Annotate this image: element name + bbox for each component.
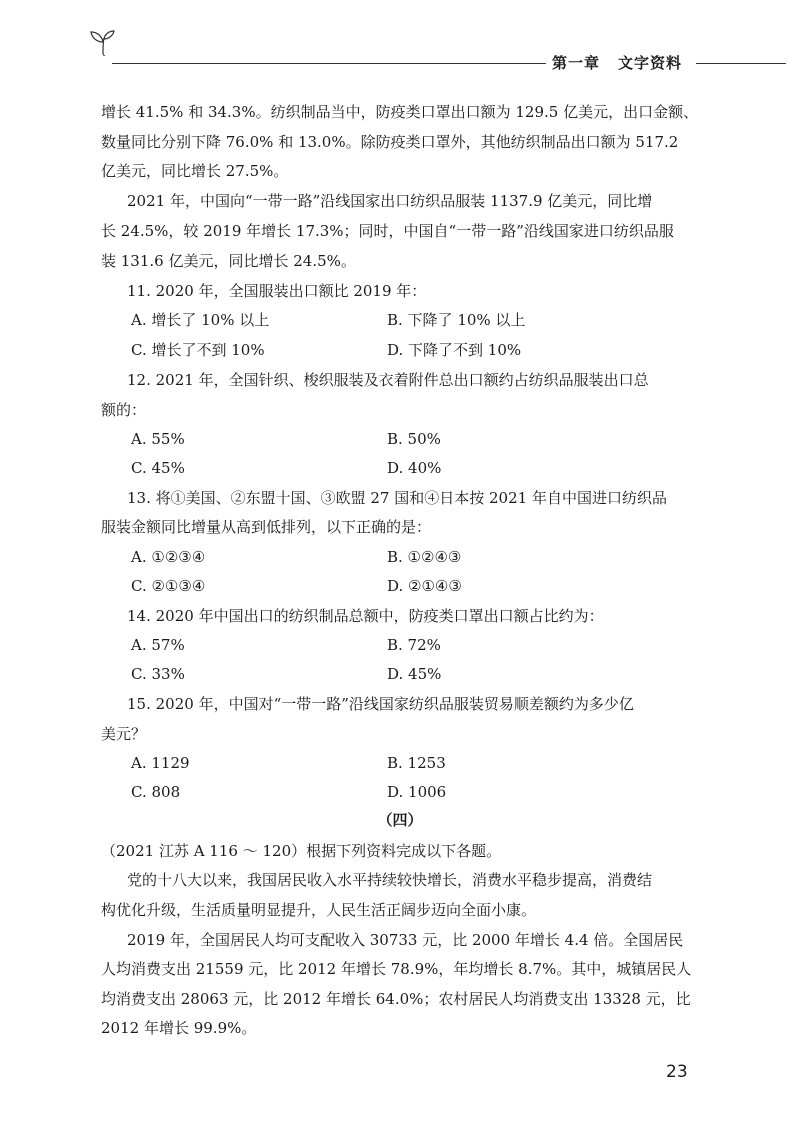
sprout-icon	[86, 28, 120, 56]
option-c: C. 808	[131, 783, 181, 801]
paragraph-line: 2012 年增长 99.9%。	[101, 1019, 257, 1037]
paragraph-line: 构优化升级，生活质量明显提升，人民生活正阔步迈向全面小康。	[101, 901, 537, 919]
question-stem: 11. 2020 年，全国服装出口额比 2019 年：	[127, 282, 427, 300]
option-c: C. 增长了不到 10%	[131, 341, 265, 359]
option-b: B. ①②④③	[387, 548, 462, 566]
chapter-label: 第一章	[552, 54, 601, 72]
paragraph-line: 数量同比分别下降 76.0% 和 13.0%。除防疫类口罩外，其他纺织制品出口额为 517.2	[101, 133, 679, 151]
section-heading: （四）	[377, 811, 423, 829]
paragraph-line: 增长 41.5% 和 34.3%。纺织制品当中，防疫类口罩出口额为 129.5 亿美元，出口金额、	[101, 103, 699, 121]
option-d: D. 40%	[387, 459, 442, 477]
option-a: A. 55%	[131, 430, 185, 448]
option-c: C. ②①③④	[131, 577, 206, 595]
section-source: （2021 江苏 A 116 ～ 120）根据下列资料完成以下各题。	[101, 842, 502, 860]
header-rule-right	[696, 63, 786, 64]
question-stem: 15. 2020 年，中国对“一带一路”沿线国家纺织品服装贸易顺差额约为多少亿	[127, 695, 634, 713]
chapter-title	[552, 50, 682, 76]
question-stem: 13. 将①美国、②东盟十国、③欧盟 27 国和④日本按 2021 年自中国进口纺织品	[127, 489, 667, 507]
option-b: B. 下降了 10% 以上	[387, 311, 526, 329]
option-d: D. 下降了不到 10%	[387, 341, 522, 359]
question-stem: 美元？	[101, 725, 147, 743]
chapter-name: 文字资料	[618, 54, 683, 72]
paragraph-line: 长 24.5%，较 2019 年增长 17.3%；同时，中国自“一带一路”沿线国家进口纺织品服	[101, 222, 674, 240]
option-d: D. ②①④③	[387, 577, 462, 595]
option-d: D. 1006	[387, 783, 447, 801]
question-stem: 14. 2020 年中国出口的纺织制品总额中，防疫类口罩出口额占比约为：	[127, 607, 604, 625]
option-a: A. 1129	[131, 754, 190, 772]
paragraph-line: 党的十八大以来，我国居民收入水平持续较快增长，消费水平稳步提高，消费结	[127, 871, 653, 889]
option-a: A. 57%	[131, 636, 185, 654]
paragraph-line: 人均消费支出 21559 元，比 2012 年增长 78.9%，年均增长 8.7%。其中，城镇居民人	[101, 960, 692, 978]
paragraph-line: 亿美元，同比增长 27.5%。	[101, 162, 289, 180]
paragraph-line: 装 131.6 亿美元，同比增长 24.5%。	[101, 252, 356, 270]
paragraph-line: 2019 年，全国居民人均可支配收入 30733 元，比 2000 年增长 4.4 倍。全国居民	[127, 931, 684, 949]
option-b: B. 1253	[387, 754, 446, 772]
option-b: B. 72%	[387, 636, 441, 654]
question-stem: 服装金额同比增量从高到低排列，以下正确的是：	[101, 518, 432, 536]
option-b: B. 50%	[387, 430, 441, 448]
option-a: A. 增长了 10% 以上	[131, 311, 270, 329]
option-a: A. ①②③④	[131, 548, 206, 566]
option-d: D. 45%	[387, 665, 442, 683]
question-stem: 额的：	[101, 401, 147, 419]
option-c: C. 45%	[131, 459, 185, 477]
header-rule-left	[112, 63, 546, 64]
paragraph-line: 2021 年，中国向“一带一路”沿线国家出口纺织品服装 1137.9 亿美元，同比增	[127, 192, 653, 210]
option-c: C. 33%	[131, 665, 185, 683]
question-stem: 12. 2021 年，全国针织、梭织服装及衣着附件总出口额约占纺织品服装出口总	[127, 371, 649, 389]
running-header	[0, 0, 800, 80]
page-number: 23	[666, 1062, 688, 1082]
paragraph-line: 均消费支出 28063 元，比 2012 年增长 64.0%；农村居民人均消费支出 13328 元，比	[101, 990, 691, 1008]
